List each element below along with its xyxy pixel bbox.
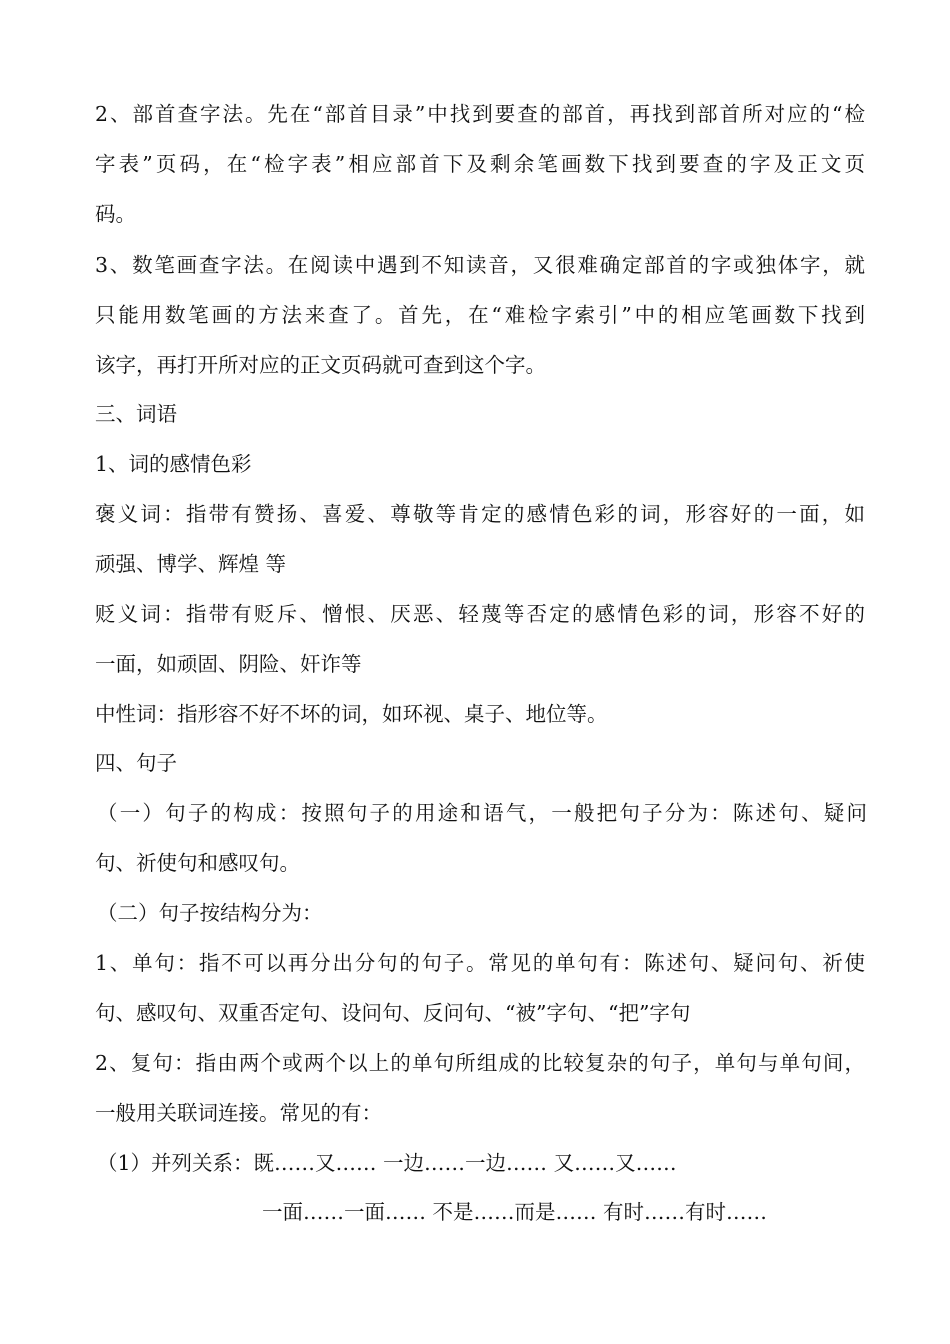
paragraph-line: 码。 <box>95 202 136 226</box>
section-heading: 四、句子 <box>95 751 177 775</box>
paragraph-line: 贬义词：指带有贬斥、憎恨、厌恶、轻蔑等否定的感情色彩的词，形容不好的 <box>95 602 865 626</box>
paragraph-line: 2、部首查字法。先在“部首目录”中找到要查的部首，再找到部首所对应的“检 <box>95 102 865 126</box>
subsection-heading: （二）句子按结构分为： <box>97 901 323 925</box>
list-item: （1）并列关系：既……又…… 一边……一边…… 又……又…… <box>97 1151 677 1175</box>
paragraph-line: 3、数笔画查字法。在阅读中遇到不知读音，又很难确定部首的字或独体字，就 <box>95 253 865 277</box>
paragraph-line: 1、单句：指不可以再分出分句的句子。常见的单句有：陈述句、疑问句、祈使 <box>95 951 865 975</box>
list-item-continuation: 一面……一面…… 不是……而是…… 有时……有时…… <box>262 1200 768 1224</box>
paragraph-line: 句、祈使句和感叹句。 <box>95 851 300 875</box>
paragraph-line: 该字，再打开所对应的正文页码就可查到这个字。 <box>95 353 546 377</box>
paragraph-line: 2、复句：指由两个或两个以上的单句所组成的比较复杂的句子，单句与单句间， <box>95 1051 865 1075</box>
section-heading: 三、词语 <box>95 402 177 426</box>
paragraph-line: 中性词：指形容不好不坏的词，如环视、桌子、地位等。 <box>95 702 608 726</box>
paragraph-line: 只能用数笔画的方法来查了。首先，在“难检字索引”中的相应笔画数下找到 <box>95 303 865 327</box>
paragraph-line: 一般用关联词连接。常见的有： <box>95 1101 382 1125</box>
paragraph-line: 一面，如顽固、阴险、奸诈等 <box>95 652 362 676</box>
paragraph-line: 褒义词：指带有赞扬、喜爱、尊敬等肯定的感情色彩的词，形容好的一面，如 <box>95 502 865 526</box>
subsection-heading: 1、词的感情色彩 <box>95 452 252 476</box>
paragraph-line: 句、感叹句、双重否定句、设问句、反问句、“被”字句、“把”字句 <box>95 1001 691 1025</box>
paragraph-line: 顽强、博学、辉煌 等 <box>95 552 287 576</box>
paragraph-line: （一）句子的构成：按照句子的用途和语气，一般把句子分为：陈述句、疑问 <box>97 801 867 825</box>
paragraph-line: 字表”页码，在“检字表”相应部首下及剩余笔画数下找到要查的字及正文页 <box>95 152 865 176</box>
